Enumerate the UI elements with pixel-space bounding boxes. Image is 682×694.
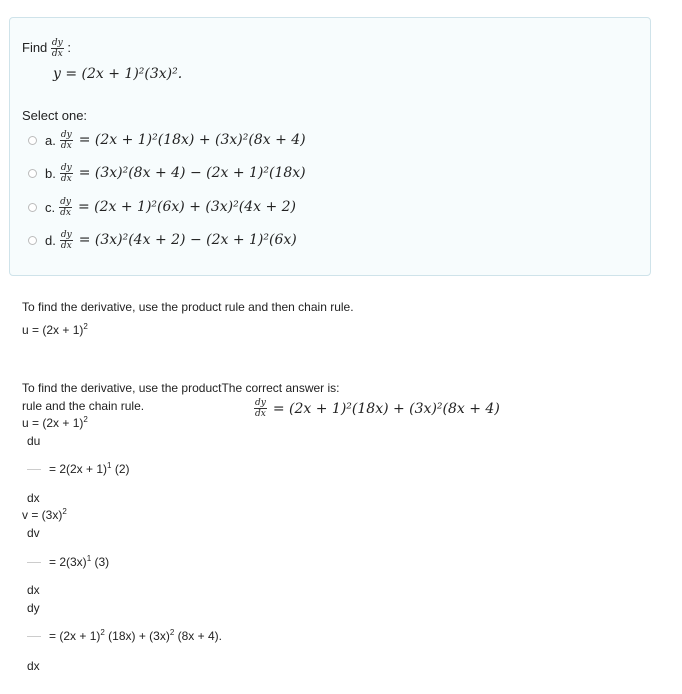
dx-label-2: dx	[27, 583, 40, 597]
option-b[interactable]: b. $\frac{dy}{dx}$ = (3x)²(8x + 4) − (2x + 1)²(18x)	[28, 161, 306, 185]
option-d[interactable]: d. $\frac{dy}{dx}$ = (3x)²(4x + 2) − (2x + 1)²(6x)	[28, 228, 297, 252]
radio-icon[interactable]	[28, 136, 37, 145]
question-equation: y = (2x + 1)²(3x)².	[53, 66, 183, 82]
option-c[interactable]: c. $\frac{dy}{dx}$ = (2x + 1)²(6x) + (3x)²(4x + 2)	[28, 195, 296, 219]
dx-label-1: dx	[27, 491, 40, 505]
radio-icon[interactable]	[28, 236, 37, 245]
feedback-line-4: rule and the chain rule.	[22, 399, 145, 413]
v-definition: $v = (3x)^2$	[22, 507, 67, 522]
question-box	[9, 17, 651, 276]
feedback-line-3: To find the derivative, use the productThe correct answer is:	[22, 381, 340, 395]
colon: :	[67, 39, 72, 55]
feedback-line-1: To find the derivative, use the product rule and then chain rule.	[22, 300, 354, 314]
dy-label: dy	[27, 601, 40, 615]
radio-icon[interactable]	[28, 203, 37, 212]
radio-icon[interactable]	[28, 169, 37, 178]
correct-answer: $\frac{dy}{dx}$ = (2x + 1)²(18x) + (3x)²(8x + 4)	[255, 398, 500, 419]
dx-label-3: dx	[27, 659, 40, 673]
feedback-u-def-2: $u = (2x + 1)^2$	[22, 415, 88, 430]
find-prompt	[22, 38, 71, 59]
dv-equation: = $2(3x)^1$ (3)	[27, 555, 109, 569]
find-label: Find	[22, 39, 48, 55]
du-equation: = $2(2x + 1)^1$ (2)	[27, 462, 129, 476]
du-label: du	[27, 434, 41, 448]
option-a[interactable]: a. $\frac{dy}{dx}$ = (2x + 1)²(18x) + (3x)²(8x + 4)	[28, 128, 306, 152]
feedback-u-def: $u = (2x + 1)^2$	[22, 322, 88, 337]
dy-equation: = $(2x + 1)^2$ $(18x) + (3x)^2$ (8x + 4).	[27, 629, 222, 643]
dy-dx-fraction: $\frac{dy}{dx}$	[51, 38, 63, 59]
dv-label: dv	[27, 526, 40, 540]
select-label: Select one:	[22, 108, 88, 123]
